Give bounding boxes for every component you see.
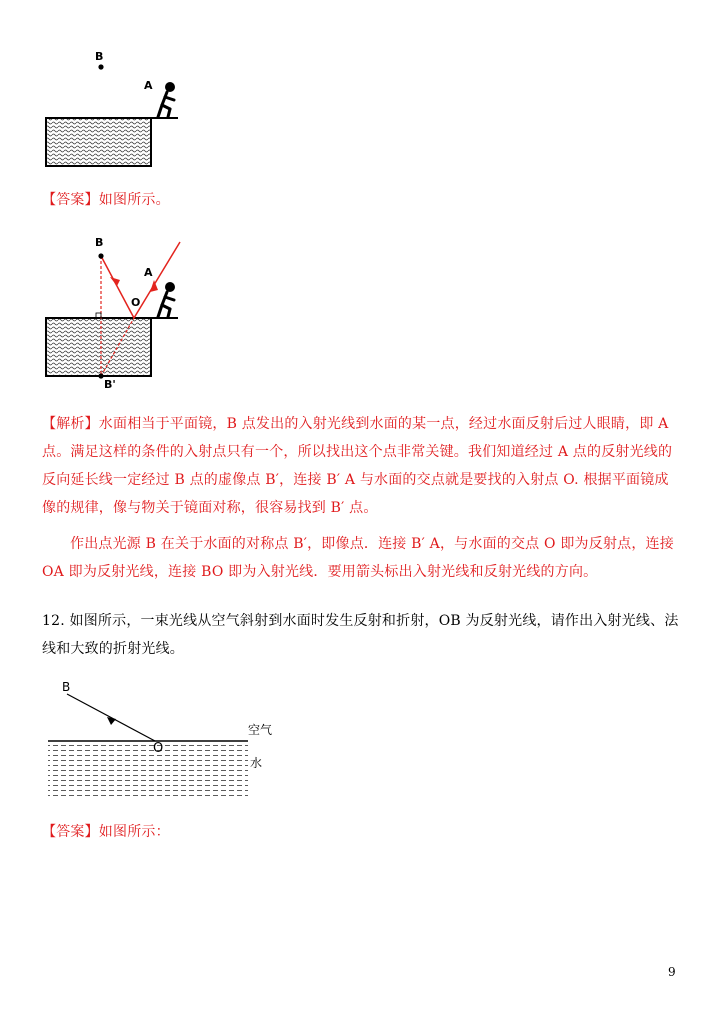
analysis-line: 点。满足这样的条件的入射点只有一个，所以找出这个点非常关键。我们知道经过 A 点的反射光线的 [42,444,673,460]
question-12 [42,607,682,663]
water-region [48,742,248,796]
point-b [98,64,103,69]
label-b: B [62,680,71,694]
reflected-ray-ob [67,694,155,741]
label-a: A [144,79,153,92]
label-b-image: B' [104,378,116,390]
analysis-line: 反向延长线一定经过 B 点的虚像点 B′，连接 B′ A 与水面的交点就是要找的入射点 O. 根据平面镜成 [42,472,669,488]
arrow-icon [107,717,116,725]
figure-pool-person [40,45,200,175]
figure-refraction [45,678,285,803]
label-air: 空气 [248,723,273,737]
question-line: 12. 如图所示，一束光线从空气斜射到水面时发生反射和折射，OB 为反射光线，请作出入射光线、法 [42,613,679,629]
water-pool [46,118,151,166]
reflected-ray [134,242,180,318]
person-icon [158,282,175,317]
reflected-arrow-icon [150,280,158,292]
analysis-block [42,410,682,586]
label-b: B [95,50,104,63]
incident-ray [101,256,134,318]
question-line: 线和大致的折射光线。 [42,641,184,657]
label-o: O [153,741,164,756]
analysis-line: 像的规律，像与物关于镜面对称，很容易找到 B′ 点。 [42,500,378,516]
person-icon [158,82,175,117]
label-b: B [95,236,104,249]
analysis-line: OA 即为反射光线，连接 BO 即为入射光线．要用箭头标出入射光线和反射光线的方向。 [42,564,598,580]
point-b [98,253,103,258]
answer-2: 【答案】如图所示： [42,824,170,840]
answer-1: 【答案】如图所示。 [42,192,170,208]
water-pool [46,318,151,376]
figure-reflection-answer [40,230,200,390]
analysis-line: 【解析】水面相当于平面镜，B 点发出的入射光线到水面的某一点，经过水面反射后过人眼睛，即 A [42,416,669,432]
label-a: A [144,266,153,279]
point-b-image [98,373,103,378]
label-o: O [131,296,141,309]
label-water: 水 [250,756,263,770]
page-number: 9 [668,965,676,979]
analysis-line: 作出点光源 B 在关于水面的对称点 B′，即像点．连接 B′ A，与水面的交点 O 即为反射点，连接 [70,536,674,552]
incident-arrow-icon [110,277,120,286]
